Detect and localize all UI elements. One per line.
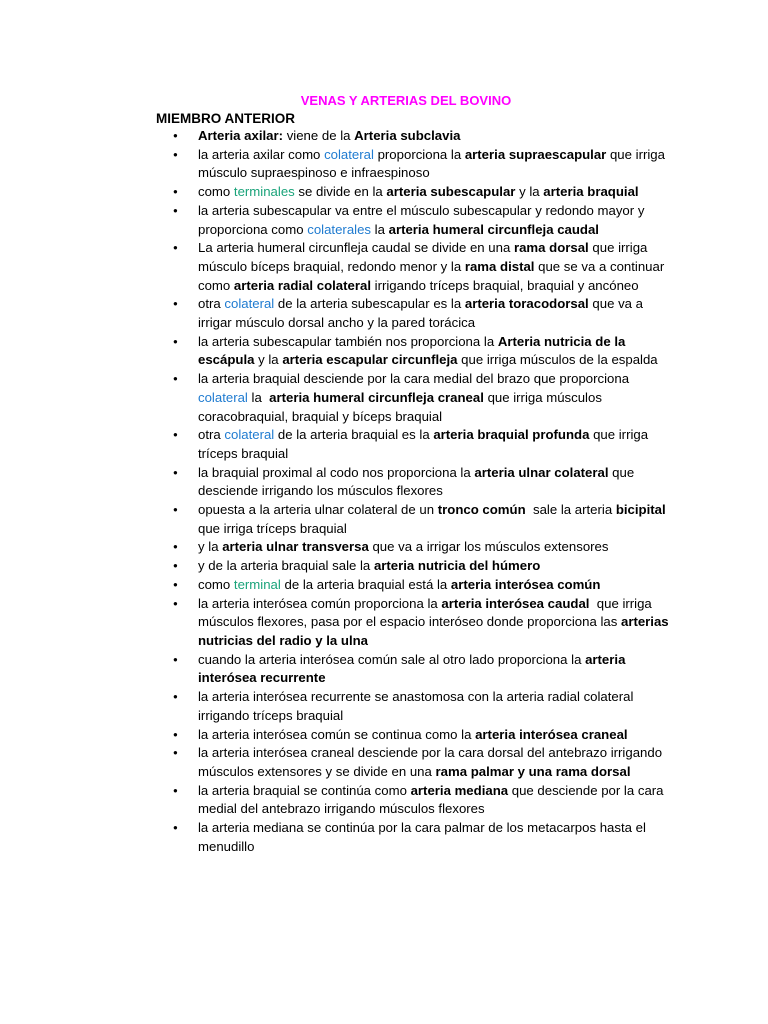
bold-term: arteria interósea craneal <box>475 726 628 742</box>
colored-keyword-terminal: terminal <box>233 576 281 592</box>
text-segment: cuando la arteria interósea común sale al otro lado proporciona la <box>198 651 586 667</box>
list-item <box>170 651 670 688</box>
text-segment: la <box>247 389 270 405</box>
bold-term: bicipital <box>615 502 666 518</box>
text-segment: que irriga músculo supraespinoso e infraespinoso <box>198 146 669 181</box>
text-segment: viene de la <box>283 128 355 143</box>
text-segment: y la <box>198 539 223 555</box>
bold-term: arteria braquial profunda <box>433 427 590 443</box>
document-title: VENAS Y ARTERIAS DEL BOVINO <box>300 93 512 108</box>
text-segment: y la <box>515 184 544 200</box>
text-segment: que se va a continuar como <box>198 258 668 293</box>
text-segment: sale la arteria <box>525 502 616 518</box>
bold-term: Arteria axilar: <box>198 128 284 143</box>
text-segment: que irriga músculos flexores, pasa por el espacio interóseo donde proporciona las <box>198 595 656 630</box>
text-segment: La arteria humeral circunfleja caudal se divide en una <box>198 240 514 256</box>
text-segment: la arteria mediana se continúa por la cara palmar de los metacarpos hasta el menudillo <box>198 820 650 854</box>
list-item <box>170 688 670 725</box>
bold-term: arteria nutricia del húmero <box>373 558 541 574</box>
colored-keyword-colateral: colateral <box>198 389 248 405</box>
bold-term: arteria radial colateral <box>233 277 371 293</box>
list-item <box>170 576 670 595</box>
text-segment: que desciende por la cara medial del antebrazo irrigando músculos flexores <box>198 782 668 817</box>
bold-term: arteria braquial <box>543 184 639 200</box>
text-segment: otra <box>198 296 225 312</box>
colored-keyword-colateral: colaterales <box>307 221 372 237</box>
bold-term: arterias nutricias del radio y la ulna <box>198 614 673 648</box>
list-item <box>170 782 670 819</box>
bold-term: tronco común <box>437 502 526 518</box>
text-segment: de la arteria subescapular es la <box>274 296 465 312</box>
text-segment: proporciona la <box>373 146 465 162</box>
text-segment: que irriga tríceps braquial <box>198 427 652 461</box>
list-item <box>170 333 670 370</box>
text-segment: como <box>198 576 234 592</box>
list-item <box>170 595 673 651</box>
text-segment: y de la arteria braquial sale la <box>198 558 374 574</box>
text-segment: que irriga músculo bíceps braquial, redondo menor y la <box>198 240 652 274</box>
text-segment: que irriga músculos coracobraquial, braquial y bíceps braquial <box>198 389 606 424</box>
text-segment: y la <box>254 352 283 368</box>
colored-keyword-colateral: colateral <box>224 296 275 312</box>
bold-term: arteria subescapular <box>386 184 516 200</box>
text-segment: la arteria braquial desciende por la cara medial del brazo que proporciona <box>198 371 633 387</box>
text-segment: la arteria interósea recurrente se anastomosa con la arteria radial colateral irrigando tríceps braquial <box>198 689 638 723</box>
text-segment: la arteria subescapular va entre el músculo subescapular y redondo mayor y proporciona como <box>198 202 649 237</box>
bold-term: arteria toracodorsal <box>464 296 589 312</box>
list-item <box>170 501 670 538</box>
list-item <box>170 744 670 781</box>
list-item <box>170 370 670 426</box>
text-segment: se divide en la <box>294 184 387 200</box>
bold-term: Arteria subclavia <box>354 128 461 143</box>
bold-term: arteria humeral circunfleja craneal <box>269 389 484 405</box>
text-segment: la <box>371 221 389 237</box>
text-segment: la braquial proximal al codo nos proporciona la <box>198 464 475 480</box>
bold-term: arteria ulnar colateral <box>474 464 609 480</box>
text-segment: que irriga músculos de la espalda <box>457 352 658 368</box>
list-item <box>170 557 670 576</box>
bold-term: arteria humeral circunfleja caudal <box>388 221 599 237</box>
text-segment: la arteria axilar como <box>198 146 325 162</box>
text-segment: que va a irrigar músculo dorsal ancho y la pared torácica <box>198 296 647 331</box>
bold-term: arteria supraescapular <box>464 146 607 162</box>
text-segment: la arteria braquial se continúa como <box>198 782 411 798</box>
colored-keyword-colateral: colateral <box>224 427 275 443</box>
text-segment: otra <box>198 427 225 443</box>
text-segment: la arteria subescapular también nos proporciona la <box>198 333 498 349</box>
text-segment: la arteria interósea común se continua como la <box>198 726 476 742</box>
bold-term: rama dorsal <box>513 240 589 256</box>
bold-term: arteria mediana <box>410 782 509 798</box>
list-item <box>170 183 670 202</box>
bold-term: rama palmar y una rama dorsal <box>435 763 631 779</box>
bold-term: rama distal <box>464 258 535 274</box>
list-item <box>170 295 670 332</box>
list-item <box>170 202 670 239</box>
list-item <box>170 538 670 557</box>
bold-term: arteria ulnar transversa <box>222 539 369 555</box>
list-item <box>170 464 670 501</box>
bold-term: arteria interósea caudal <box>441 595 590 611</box>
list-item <box>170 726 670 745</box>
colored-keyword-terminal: terminales <box>233 184 295 200</box>
bold-term: arteria interósea recurrente <box>198 651 630 686</box>
text-segment: que va a irrigar los músculos extensores <box>368 539 609 555</box>
text-segment: de la arteria braquial está la <box>280 576 451 592</box>
list-item <box>170 146 670 183</box>
list-item <box>170 426 670 463</box>
list-item <box>170 819 670 856</box>
bold-term: Arteria nutricia de la escápula <box>198 333 630 368</box>
list-item <box>170 239 670 295</box>
text-segment: que irriga tríceps braquial <box>198 502 670 536</box>
bold-term: arteria interósea común <box>450 576 601 592</box>
text-segment: la arteria interósea craneal desciende por la cara dorsal del antebrazo irrigando músculos extensores y se divide en una <box>198 745 666 779</box>
text-segment: opuesta a la arteria ulnar colateral de un <box>198 502 438 518</box>
section-heading: MIEMBRO ANTERIOR <box>156 111 295 126</box>
colored-keyword-colateral: colateral <box>324 146 374 162</box>
text-segment: irrigando tríceps braquial, braquial y ancóneo <box>371 277 639 293</box>
bold-term: arteria escapular circunfleja <box>282 352 458 368</box>
text-segment: que desciende irrigando los músculos flexores <box>198 464 638 499</box>
bullet-list <box>170 127 673 856</box>
text-segment: la arteria interósea común proporciona la <box>198 595 442 611</box>
text-segment: de la arteria braquial es la <box>274 427 434 443</box>
text-segment: como <box>198 184 234 200</box>
list-item <box>170 127 670 146</box>
